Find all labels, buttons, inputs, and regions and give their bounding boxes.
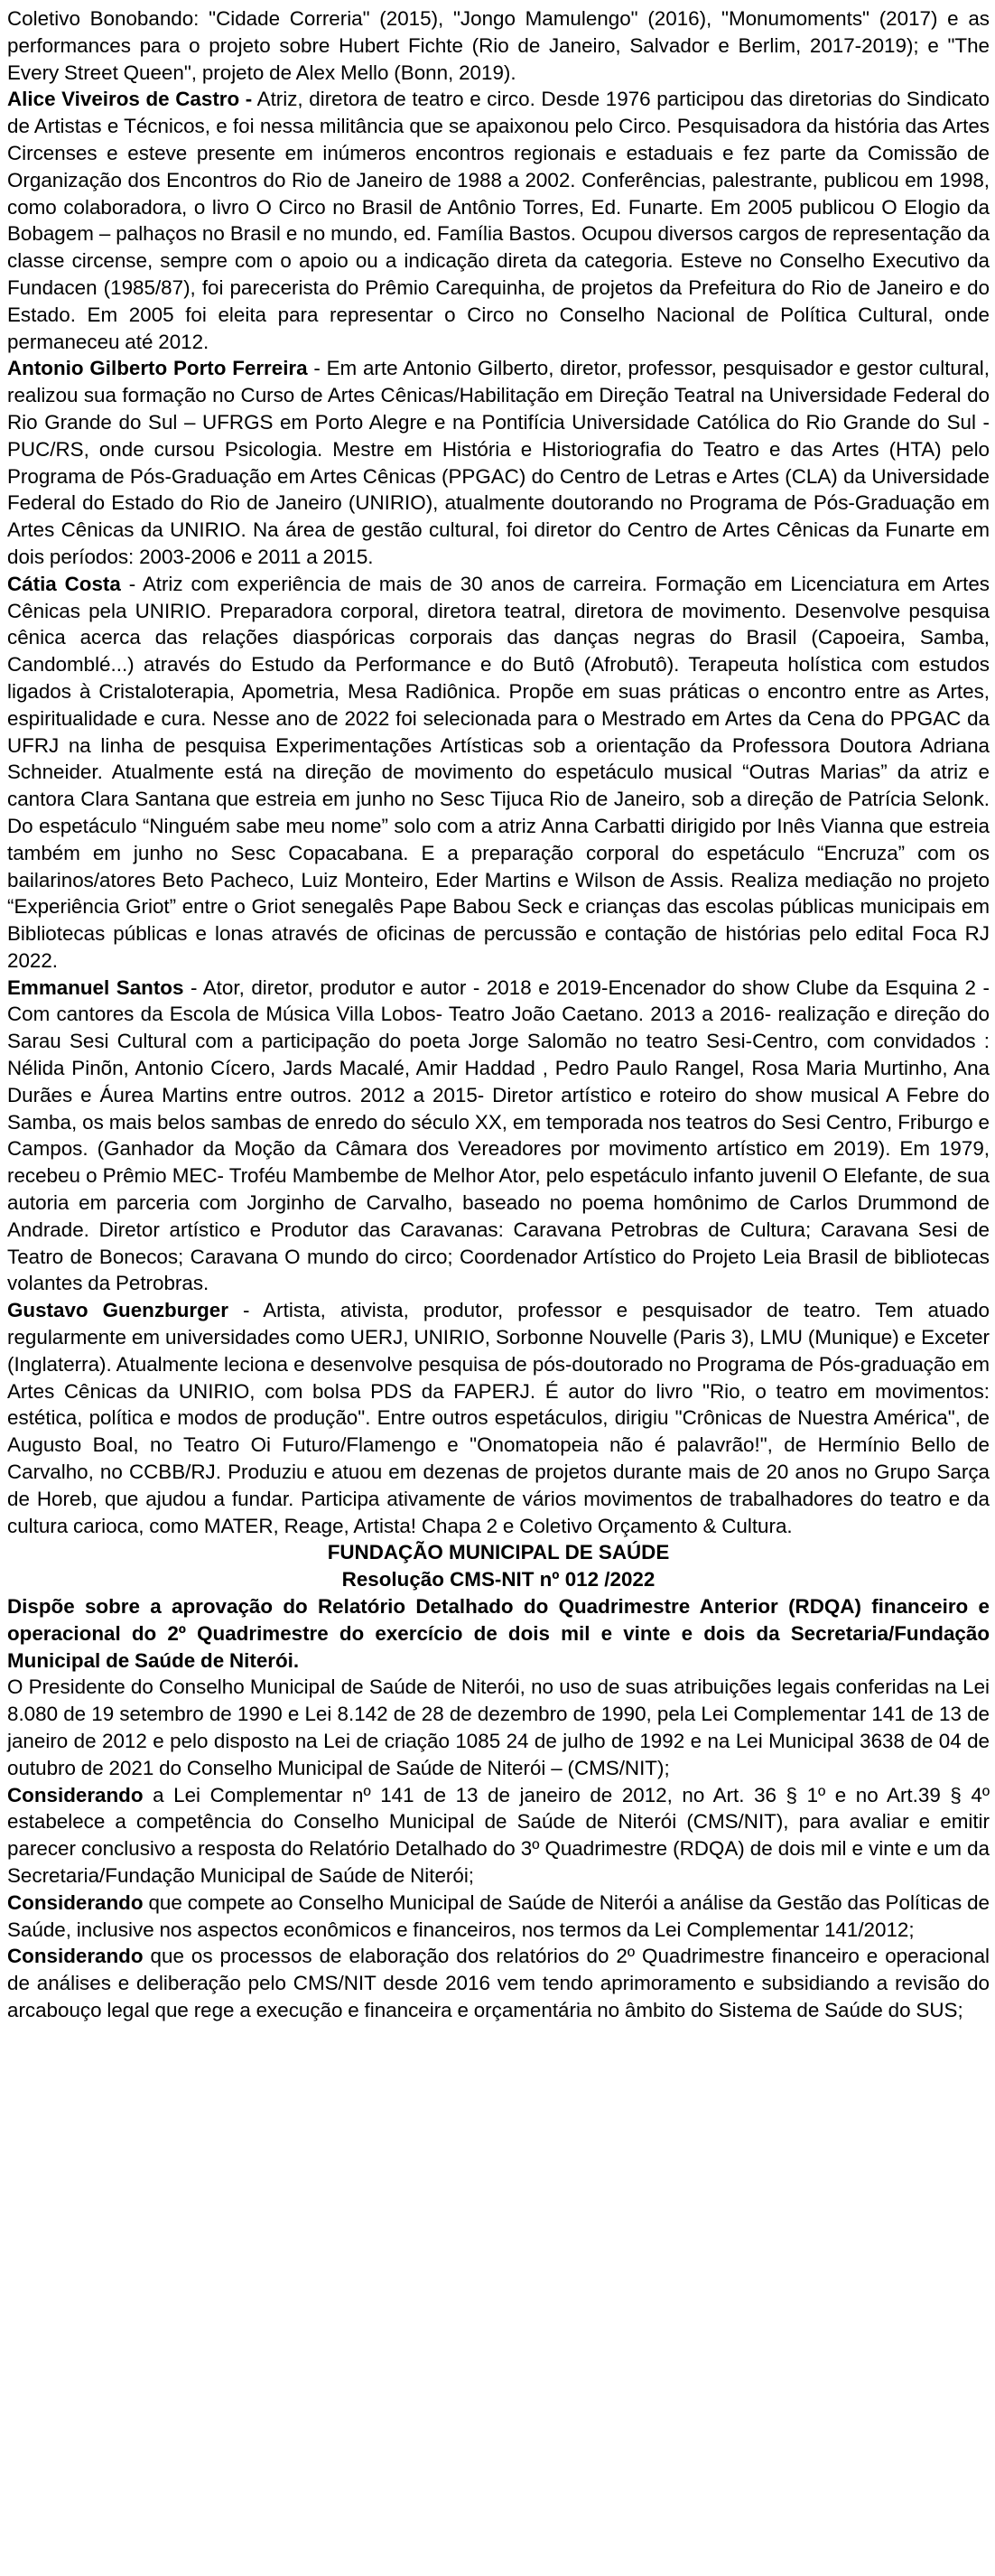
section-heading: FUNDAÇÃO MUNICIPAL DE SAÚDE: [327, 1541, 670, 1564]
considerando-text: a Lei Complementar nº 141 de 13 de janeiro de 2012, no Art. 36 § 1º e no Art.39 § 4º estabelece a competência do Conselho Municipal de Saúde de Niterói (CMS/NIT), para avaliar e emitir parecer conclusivo a resposta do Relatório Detalhado do 3º Quadrimestre (RDQA) de dois mil e vinte e um da Secretaria/Fundação Municipal de Saúde de Niterói;: [7, 1783, 990, 1887]
considerando-lead: Considerando: [7, 1890, 144, 1914]
bio-name: Antonio Gilberto Porto Ferreira: [7, 357, 308, 380]
bio-text: - Em arte Antonio Gilberto, diretor, professor, pesquisador e gestor cultural, realizou sua formação no Curso de Artes Cênicas/Habilitação em Direção Teatral na Universidade Federal do Rio Grande do Sul – UFRGS em Porto Alegre e na Pontifícia Universidade Católica do Rio Grande do Sul - PUC/RS, onde cursou Psicologia. Mestre em História e Historiografia do Teatro e das Artes (HTA) pelo Programa de Pós-Graduação em Artes Cênicas (PPGAC) do Centro de Letras e Artes (CLA) da Universidade Federal do Estado do Rio de Janeiro (UNIRIO), atualmente doutorando no Programa de Pós-Graduação em Artes Cênicas da UNIRIO. Na área de gestão cultural, foi diretor do Centro de Artes Cênicas da Funarte em dois períodos: 2003-2006 e 2011 a 2015.: [7, 357, 990, 568]
intro-paragraph: [7, 5, 990, 86]
bio-name: Cátia Costa: [7, 572, 121, 595]
considerando-lead: Considerando: [7, 1945, 144, 1968]
resolution-ementa: Dispõe sobre a aprovação do Relatório Detalhado do Quadrimestre Anterior (RDQA) financeiro e operacional do 2º Quadrimestre do exercício de dois mil e vinte e dois da Secretaria/Fundação Municipal de Saúde de Niterói.: [7, 1595, 990, 1672]
considerando-1: [7, 1782, 990, 1890]
bio-antonio: [7, 355, 990, 570]
resolution-title: Resolução CMS-NIT nº 012 /2022: [341, 1568, 656, 1591]
considerando-text: que compete ao Conselho Municipal de Saúde de Niterói a análise da Gestão das Políticas de Saúde, inclusive nos aspectos econômicos e financeiros, nos termos da Lei Complementar 141/2012;: [7, 1890, 990, 1941]
resolution-preamble: O Presidente do Conselho Municipal de Saúde de Niterói, no uso de suas atribuições legais conferidas na Lei 8.080 de 19 setembro de 1990 e Lei 8.142 de 28 de dezembro de 1990, pela Lei Complementar 141 de 13 de janeiro de 2012 e pelo disposto na Lei de criação 1085 24 de julho de 1992 e na Lei Municipal 3638 de 04 de outubro de 2021 do Conselho Municipal de Saúde de Niterói – (CMS/NIT);: [7, 1675, 990, 1779]
bio-emmanuel: [7, 975, 990, 1298]
bio-text: - Atriz com experiência de mais de 30 anos de carreira. Formação em Licenciatura em Artes Cênicas pela UNIRIO. Preparadora corporal, diretora teatral, diretora de movimento. Desenvolve pesquisa cênica acerca das relações diaspóricas corporais das danças negras do Brasil (Capoeira, Samba, Candomblé...) através do Estudo da Performance e do Butô (Afrobutô). Terapeuta holística com estudos ligados à Cristaloterapia, Apometria, Mesa Radiônica. Propõe em suas práticas o encontro entre as Artes, espiritualidade e cura. Nesse ano de 2022 foi selecionada para o Mestrado em Artes da Cena do PPGAC da UFRJ na linha de pesquisa Experimentações Artísticas sob a orientação da Professora Doutora Adriana Schneider. Atualmente está na direção de movimento do espetáculo musical “Outras Marias” da atriz e cantora Clara Santana que estreia em junho no Sesc Tijuca Rio de Janeiro, sob a direção de Patrícia Selonk. Do espetáculo “Ninguém sabe meu nome” solo com a atriz Anna Carbatti dirigido por Inês Vianna que estreia também em junho no Sesc Copacabana. E a preparação corporal do espetáculo “Encruza” com os bailarinos/atores Beto Pacheco, Luiz Monteiro, Eder Martins e Wilson de Assis. Realiza mediação no projeto “Experiência Griot” entre o Griot senegalês Pape Babou Seck e crianças das escolas públicas municipais em Bibliotecas públicas e lonas através de oficinas de percussão e contação de histórias pelo edital Foca RJ 2022.: [7, 572, 990, 972]
intro-text: Coletivo Bonobando: "Cidade Correria" (2015), "Jongo Mamulengo" (2016), "Monumoments" (2017) e as performances para o projeto sobre Hubert Fichte (Rio de Janeiro, Salvador e Berlim, 2017-2019); e "The Every Street Queen", projeto de Alex Mello (Bonn, 2019).: [7, 7, 990, 84]
bio-text: Atriz, diretora de teatro e circo. Desde 1976 participou das diretorias do Sindicato de Artistas e Técnicos, e foi nessa militância que se apaixonou pelo Circo. Pesquisadora da história das Artes Circenses e esteve presente em inúmeros encontros regionais e estaduais e fez parte da Comissão de Organização dos Encontros do Rio de Janeiro de 1988 a 2002. Conferências, palestrante, publicou em 1998, como colaboradora, o livro O Circo no Brasil de Antônio Torres, Ed. Funarte. Em 2005 publicou O Elogio da Bobagem – palhaços no Brasil e no mundo, ed. Família Bastos. Ocupou diversos cargos de representação da classe circense, sempre com o apoio ou a indicação direta da categoria. Esteve no Conselho Executivo da Fundacen (1985/87), foi parecerista do Prêmio Carequinha, de projetos da Prefeitura do Rio de Janeiro e do Estado. Em 2005 foi eleita para representar o Circo no Conselho Nacional de Política Cultural, onde permaneceu até 2012.: [7, 88, 990, 353]
considerando-3: [7, 1943, 990, 2023]
considerando-2: [7, 1890, 990, 1944]
bio-text: - Ator, diretor, produtor e autor - 2018 e 2019-Encenador do show Clube da Esquina 2 - Com cantores da Escola de Música Villa Lobos- Teatro João Caetano. 2013 a 2016- realização e direção do Sarau Sesi Cultural com a participação do poeta Jorge Salomão no teatro Sesi-Centro, com convidados : Nélida Pinõn, Antonio Cícero, Jards Macalé, Amir Haddad , Pedro Paulo Rangel, Rosa Maria Murtinho, Ana Durães e Áurea Martins entre outros. 2012 a 2015- Diretor artístico e roteiro do show musical A Febre do Samba, os mais belos sambas de enredo do século XX, em temporada nos teatros do Sesi Centro, Friburgo e Campos. (Ganhador da Moção da Câmara dos Vereadores por movimento artístico em 2019). Em 1979, recebeu o Prêmio MEC- Troféu Mambembe de Melhor Ator, pelo espetáculo infanto juvenil O Elefante, de sua autoria em parceria com Jorginho de Carvalho, baseado no poema homônimo de Carlos Drummond de Andrade. Diretor artístico e Produtor das Caravanas: Caravana Petrobras de Cultura; Caravana Sesi de Teatro de Bonecos; Caravana O mundo do circo; Coordenador Artístico do Projeto Leia Brasil de bibliotecas volantes da Petrobras.: [7, 975, 990, 1295]
bio-gustavo: [7, 1297, 990, 1539]
bio-name: Alice Viveiros de Castro -: [7, 88, 253, 111]
bio-name: Emmanuel Santos: [7, 975, 184, 999]
bio-text: - Artista, ativista, produtor, professor e pesquisador de teatro. Tem atuado regularmente em universidades como UERJ, UNIRIO, Sorbonne Nouvelle (Paris 3), LMU (Munique) e Exceter (Inglaterra). Atualmente leciona e desenvolve pesquisa de pós-doutorado no Programa de Pós-graduação em Artes Cênicas da UNIRIO, com bolsa PDS da FAPERJ. É autor do livro "Rio, o teatro em movimentos: estética, política e modos de produção". Entre outros espetáculos, dirigiu "Crônicas de Nuestra América", de Augusto Boal, no Teatro Oi Futuro/Flamengo e "Onomatopeia não é palavrão!", de Hermínio Bello de Carvalho, no CCBB/RJ. Produziu e atuou em dezenas de projetos durante mais de 20 anos no Grupo Sarça de Horeb, que ajudou a fundar. Participa ativamente de vários movimentos de trabalhadores do teatro e da cultura carioca, como MATER, Reage, Artista! Chapa 2 e Coletivo Orçamento & Cultura.: [7, 1299, 990, 1537]
bio-name: Gustavo Guenzburger: [7, 1299, 228, 1322]
bio-alice: [7, 86, 990, 355]
bio-catia: [7, 571, 990, 975]
considerando-lead: Considerando: [7, 1783, 144, 1806]
considerando-text: que os processos de elaboração dos relatórios do 2º Quadrimestre financeiro e operacional de análises e deliberação pelo CMS/NIT desde 2016 vem tendo aprimoramento e subsidiando a revisão do arcabouço legal que rege a execução e financeira e orçamentária no âmbito do Sistema de Saúde do SUS;: [7, 1945, 990, 2021]
